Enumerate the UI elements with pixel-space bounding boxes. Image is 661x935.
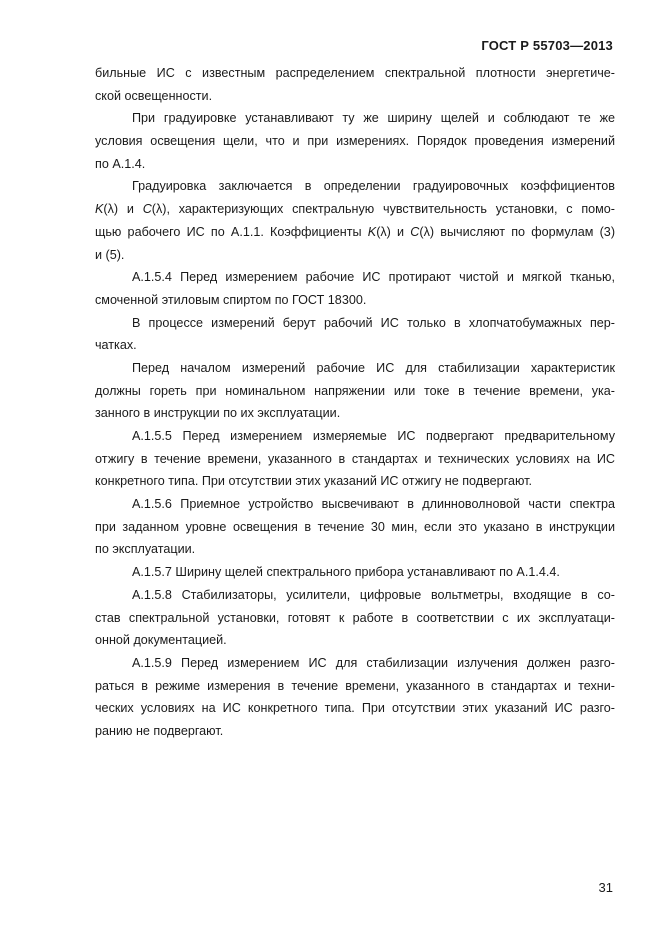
text-line: смоченной этиловым спиртом по ГОСТ 18300. xyxy=(95,292,367,307)
text-line: щью рабочего ИС по А.1.1. Коэффициенты K(λ) и C(λ) вычисляют по формулам (3) xyxy=(95,224,616,239)
text-line: онной документацией. xyxy=(95,633,227,648)
text-line: А.1.5.4 Перед измерением рабочие ИС протирают чистой и мягкой тканью, xyxy=(132,270,615,285)
text-line: А.1.5.7 Ширину щелей спектрального прибора устанавливают по А.1.4.4. xyxy=(132,565,560,580)
text-line: условия освещения щели, что и при измерениях. Порядок проведения измерений xyxy=(95,134,615,149)
text-line: А.1.5.8 Стабилизаторы, усилители, цифровые вольтметры, входящие в со- xyxy=(132,587,615,602)
page-number: 31 xyxy=(598,880,613,895)
text-line: Градуировка заключается в определении градуировочных коэффициентов xyxy=(132,179,615,194)
document-body xyxy=(95,62,615,743)
text-line: по А.1.4. xyxy=(95,156,146,171)
text-line: Перед началом измерений рабочие ИС для стабилизации характеристик xyxy=(132,360,615,375)
text-line: и (5). xyxy=(95,247,125,262)
document-standard-header: ГОСТ Р 55703—2013 xyxy=(481,38,613,53)
text-line: занного в инструкции по их эксплуатации. xyxy=(95,406,341,421)
text-line: А.1.5.9 Перед измерением ИС для стабилизации излучения должен разго- xyxy=(132,655,615,670)
text-line: ческих условиях на ИС конкретного типа. При отсутствии этих указаний ИС разго- xyxy=(95,701,615,716)
text-line: отжигу в течение времени, указанного в стандартах и технических условиях на ИС xyxy=(95,451,615,466)
text-line: при заданном уровне освещения в течение 30 мин, если это указано в инструкции xyxy=(95,519,615,534)
text-line: ранию не подвергают. xyxy=(95,723,224,738)
text-line: должны гореть при номинальном напряжении или токе в течение времени, ука- xyxy=(95,383,615,398)
text-line: В процессе измерений берут рабочий ИС только в хлопчатобумажных пер- xyxy=(132,315,615,330)
text-line: став спектральной установки, готовят к работе в соответствии с их эксплуатаци- xyxy=(95,610,615,625)
text-line: А.1.5.6 Приемное устройство высвечивают в длинноволновой части спектра xyxy=(132,497,615,512)
text-line: чатках. xyxy=(95,338,137,353)
text-line: раться в режиме измерения в течение времени, указанного в стандартах и техни- xyxy=(95,678,615,693)
text-line: бильные ИС с известным распределением спектральной плотности энергетиче- xyxy=(95,66,615,80)
text-line: ской освещенности. xyxy=(95,88,213,103)
text-line: конкретного типа. При отсутствии этих указаний ИС отжигу не подвергают. xyxy=(95,474,533,489)
text-line: K(λ) и C(λ), характеризующих спектральную чувствительность установки, с помо- xyxy=(95,202,616,217)
text-line: При градуировке устанавливают ту же ширину щелей и соблюдают те же xyxy=(132,111,615,126)
text-line: по эксплуатации. xyxy=(95,542,196,557)
text-line: А.1.5.5 Перед измерением измеряемые ИС подвергают предварительному xyxy=(132,429,615,443)
